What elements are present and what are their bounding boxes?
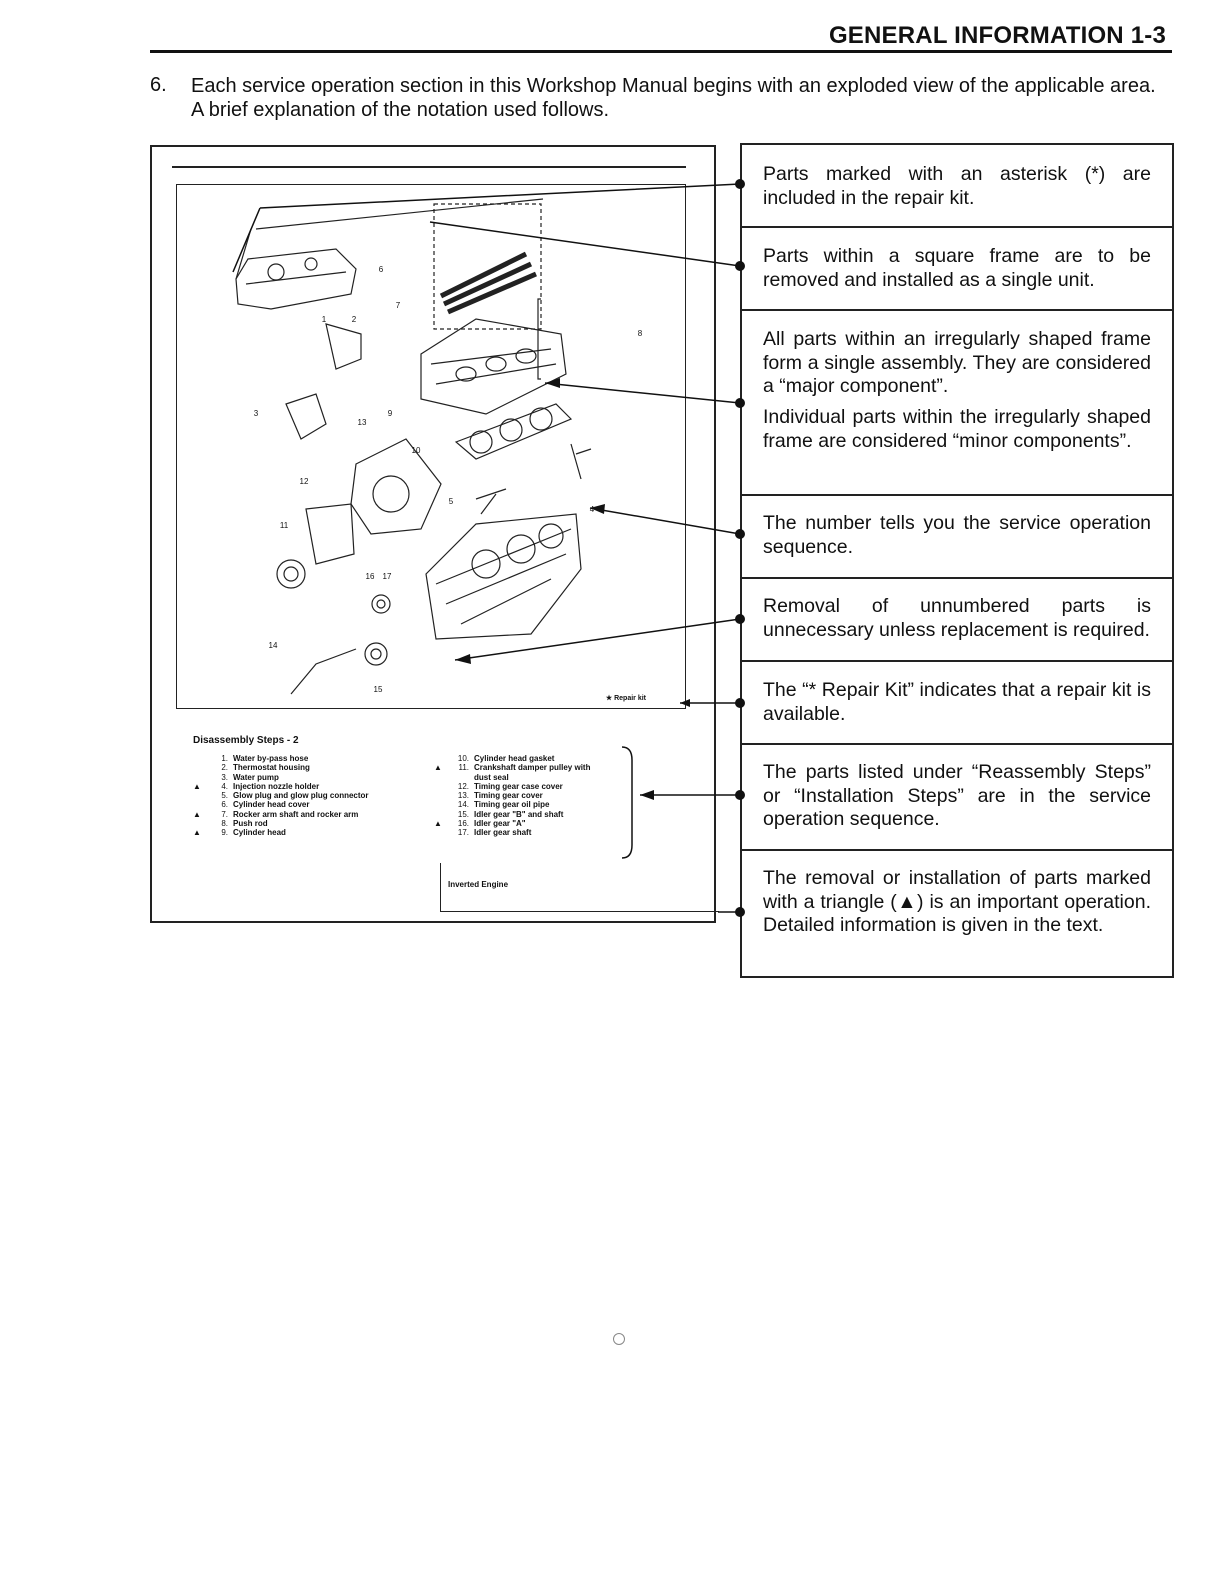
step-text: Thermostat housing <box>233 763 310 773</box>
step-text: Idler gear shaft <box>474 828 532 838</box>
step-text: Cylinder head gasket <box>474 754 555 763</box>
page-header-title: GENERAL INFORMATION 1-3 <box>828 22 1166 49</box>
step-text: Glow plug and glow plug connector <box>233 791 369 801</box>
leader-line <box>233 184 740 272</box>
callout-num: 4 <box>589 505 595 514</box>
step-number: 12. <box>457 781 469 791</box>
callout-num: 2 <box>351 315 357 324</box>
step-text: Timing gear case cover <box>474 781 563 791</box>
callout-num: 17 <box>382 572 392 581</box>
callout-num: 8 <box>637 329 643 338</box>
leader-dot <box>735 261 745 271</box>
inverted-engine-label: Inverted Engine <box>448 880 509 889</box>
leader-line <box>430 222 740 266</box>
leader-dot <box>735 907 745 917</box>
leader-line <box>545 383 740 403</box>
leader-arrowhead <box>545 378 560 388</box>
explanation-minor-components: Individual parts within the irregularly shaped frame are considered “minor components”. <box>763 406 1151 452</box>
step-text: Water pump <box>233 772 279 782</box>
step-text: Cylinder head <box>233 828 286 838</box>
step-number: 14. <box>457 800 469 810</box>
leader-dot <box>735 698 745 708</box>
explanation-reassembly-steps: The parts listed under “Reassembly Steps” or “Installation Steps” are in the service operation sequence. <box>763 761 1151 830</box>
callout-num: 7 <box>395 301 401 310</box>
step-number: 4. <box>221 781 228 791</box>
steps-bracket <box>622 747 632 858</box>
step-number: 10. <box>457 754 469 763</box>
step-number: 2. <box>221 763 228 773</box>
callout-num: 5 <box>448 497 454 506</box>
step-triangle-mark: ▲ <box>193 828 201 838</box>
explanation-asterisk: Parts marked with an asterisk (*) are included in the repair kit. <box>763 163 1151 209</box>
step-number: 7. <box>221 809 228 819</box>
callout-num: 15 <box>373 685 383 694</box>
step-number: 1. <box>221 754 228 763</box>
explanation-unnumbered: Removal of unnumbered parts is unnecessary unless replacement is required. <box>763 595 1151 641</box>
step-text: Injection nozzle holder <box>233 781 320 791</box>
callout-num: 9 <box>387 409 393 418</box>
callout-num: 10 <box>411 446 421 455</box>
intro-paragraph: Each service operation section in this Workshop Manual begins with an exploded view of the applicable area. A brief explanation of the notation used follows. <box>191 75 1156 121</box>
step-number: 8. <box>221 819 228 829</box>
callout-num: 1 <box>321 315 327 324</box>
leader-dot <box>735 614 745 624</box>
explanation-irregular-frame: All parts within an irregularly shaped frame form a single assembly. They are considered a “major component”. <box>763 328 1151 397</box>
step-text: Cylinder head cover <box>233 800 310 810</box>
leader-dot <box>735 790 745 800</box>
step-triangle-mark: ▲ <box>434 819 442 829</box>
step-number: 3. <box>221 772 228 782</box>
callout-num: 6 <box>378 265 384 274</box>
callout-num: 16 <box>365 572 375 581</box>
callout-num: 3 <box>253 409 259 418</box>
leader-arrowhead <box>680 699 690 707</box>
explanation-square-frame: Parts within a square frame are to be removed and installed as a single unit. <box>763 245 1151 291</box>
step-text: Idler gear "B" and shaft <box>474 809 564 819</box>
intro-item-number: 6. <box>150 74 167 96</box>
disassembly-steps-title: Disassembly Steps - 2 <box>193 735 299 746</box>
callout-num: 13 <box>357 418 367 427</box>
explanation-triangle: The removal or installation of parts marked with a triangle (▲) is an important operation. Detailed information is given in the text. <box>763 867 1151 936</box>
repair-kit-label: ★ Repair kit <box>605 695 646 702</box>
leader-dot <box>735 179 745 189</box>
explanation-number: The number tells you the service operation sequence. <box>763 512 1151 558</box>
step-number: 16. <box>457 819 469 829</box>
step-text: Crankshaft damper pulley with <box>474 763 591 773</box>
leader-dot <box>735 529 745 539</box>
step-text: Idler gear "A" <box>474 819 526 829</box>
step-text: Timing gear cover <box>474 791 543 801</box>
page-mark-circle <box>613 1333 625 1345</box>
callout-num: 11 <box>279 521 289 530</box>
explanation-repair-kit: The “* Repair Kit” indicates that a repair kit is available. <box>763 679 1151 725</box>
step-number: 5. <box>221 791 228 801</box>
step-text: Water by-pass hose <box>233 754 309 763</box>
step-number: 17. <box>457 828 469 838</box>
step-triangle-mark: ▲ <box>193 781 201 791</box>
step-number: 15. <box>457 809 469 819</box>
step-text: Rocker arm shaft and rocker arm <box>233 809 359 819</box>
step-number: 13. <box>457 791 469 801</box>
callout-num: 12 <box>299 477 309 486</box>
step-text: Timing gear oil pipe <box>474 800 550 810</box>
leader-dot <box>735 398 745 408</box>
step-text: dust seal <box>474 772 509 782</box>
leader-line <box>455 619 740 660</box>
leader-line <box>590 508 740 534</box>
step-triangle-mark: ▲ <box>434 763 442 773</box>
leader-arrowhead <box>640 790 654 800</box>
step-number: 6. <box>221 800 228 810</box>
step-text: Push rod <box>233 819 268 829</box>
step-triangle-mark: ▲ <box>193 809 201 819</box>
step-number: 11. <box>458 763 469 773</box>
callout-num: 14 <box>268 641 278 650</box>
step-number: 9. <box>221 828 228 838</box>
